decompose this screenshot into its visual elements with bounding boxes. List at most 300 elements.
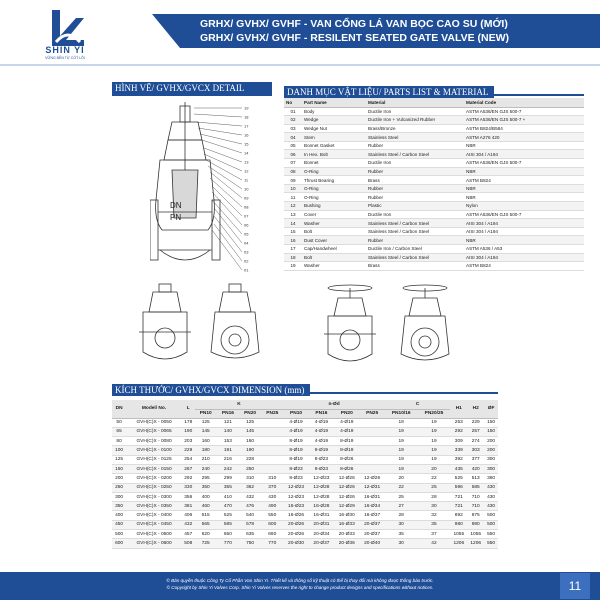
table-cell: GVH(C)X - 0250 [126,483,182,492]
svg-text:11: 11 [244,177,249,183]
table-cell: 203 [182,437,195,446]
table-cell: 980 [450,520,467,529]
table-cell: 476 [239,502,261,511]
table-cell: Brass/Bronze [366,124,464,133]
table-cell: 200 [112,474,126,483]
table-cell: 12-Ø28 [309,483,334,492]
table-cell: 12-Ø29 [334,502,359,511]
dimension-section-heading: KÍCH THƯỚC/ GVHX/GVCX DIMENSION (mm) [112,380,498,394]
svg-text:03: 03 [244,249,249,255]
table-cell: 430 [484,502,498,511]
table-cell: GVH(C)X - 0100 [126,446,182,455]
table-cell: 8-Ø26 [334,455,359,464]
table-cell: Brass [366,262,464,271]
table-cell: 650 [217,530,239,539]
table-cell: Ductile Iron / Carbon Steel [366,245,464,254]
table-cell: 550 [484,539,498,548]
svg-text:17: 17 [244,123,249,129]
table-cell: 32 [418,511,451,520]
table-cell: 20-Ø37 [359,530,384,539]
table-cell: 620 [195,530,217,539]
table-cell: 513 [467,474,484,483]
table-cell [261,455,283,464]
table-cell: 12-Ø26 [334,483,359,492]
table-cell: 20 [385,474,418,483]
table-cell: 100 [112,446,126,455]
table-cell: 80 [112,437,126,446]
table-cell: AISI 304 / A194 [464,219,584,228]
table-cell: GVH(C)X - 0300 [126,492,182,501]
table-cell: 4-Ø19 [309,418,334,427]
table-cell: GVH(C)X - 0400 [126,511,182,520]
table-cell: 8-Ø19 [283,437,308,446]
table-cell: GVH(C)X - 0350 [126,502,182,511]
table-cell: Brass [366,176,464,185]
table-cell [261,427,283,436]
table-cell: 19 [385,455,418,464]
table-cell: 160 [239,437,261,446]
table-cell: 406 [182,511,195,520]
table-cell: 22 [418,474,451,483]
table-row [284,253,584,262]
table-row [284,159,584,168]
table-cell: 150 [484,427,498,436]
table-row [112,502,498,511]
table-cell: 600 [112,539,126,548]
table-cell: 19 [418,418,451,427]
table-cell: 19 [385,427,418,436]
table-cell: 16-Ø28 [309,502,334,511]
svg-text:07: 07 [244,213,249,219]
table-cell: Wedge Nut [302,124,366,133]
table-cell [359,455,384,464]
table-cell: 25 [385,492,418,501]
table-cell: GVH(C)X - 0150 [126,464,182,473]
table-cell: 303 [467,446,484,455]
table-cell: 4-Ø19 [283,418,308,427]
table-cell: 12-Ø26 [334,492,359,501]
table-cell [359,418,384,427]
table-cell: 500 [484,520,498,529]
svg-text:12: 12 [244,168,249,174]
table-cell: 19 [418,455,451,464]
table-cell: 240 [195,464,217,473]
table-cell: 35 [418,520,451,529]
table-cell: GVH(C)X - 0065 [126,427,182,436]
table-row [284,150,584,159]
svg-text:06: 06 [244,222,249,228]
table-row [112,446,498,455]
table-cell: 300 [112,492,126,501]
table-cell: Washer [302,219,366,228]
table-cell: 09 [284,176,302,185]
dimension-table [112,400,498,549]
table-cell: 8-Ø23 [283,464,308,473]
table-cell: Stainless Steel / Carbon Steel [366,150,464,159]
table-cell: 20-Ø34 [309,530,334,539]
dimension-group-header-row: DN Model/ No. L K n-Ød C H1 H2 ØF [112,400,498,409]
table-cell: 12-Ø28 [309,492,334,501]
callout-numbers [244,106,249,273]
table-cell: 121 [217,418,239,427]
table-cell: 11 [284,193,302,202]
table-cell: 770 [261,539,283,548]
table-cell: AISI 304 / A194 [464,227,584,236]
table-cell: ASTM A536/EN GJS 500-7 [464,107,584,116]
table-cell: Wedge [302,116,366,125]
table-cell: ASTM A536/EN GJS 500-7 [464,210,584,219]
table-cell [261,464,283,473]
table-cell: 254 [182,455,195,464]
table-cell: 710 [467,502,484,511]
table-cell: NBR [464,141,584,150]
table-cell: 508 [182,539,195,548]
table-cell: Stem [302,133,366,142]
table-cell: 525 [450,474,467,483]
table-cell: 435 [450,464,467,473]
table-row [284,262,584,271]
table-row [112,437,498,446]
table-cell: 50 [112,418,126,427]
table-cell: 370 [261,483,283,492]
table-cell: 460 [195,502,217,511]
table-cell: Rubber [366,193,464,202]
table-cell: 16-Ø37 [359,511,384,520]
table-cell: 295 [195,474,217,483]
table-cell: 267 [182,464,195,473]
table-cell: 191 [217,446,239,455]
svg-text:01: 01 [244,267,249,273]
table-cell: 150 [484,418,498,427]
table-cell: 330 [182,483,195,492]
table-cell: ASTM A276 420 [464,133,584,142]
table-cell: ASTM B824 [464,262,584,271]
table-cell: 392 [450,455,467,464]
table-cell: 1055 [467,530,484,539]
table-cell: 292 [182,474,195,483]
table-cell: 16-Ø31 [309,511,334,520]
table-cell: Cap/Handwheel [302,245,366,254]
table-cell: 153 [217,437,239,446]
table-cell: 550 [484,530,498,539]
table-row [284,227,584,236]
table-cell: 19 [385,446,418,455]
svg-text:02: 02 [244,258,249,264]
table-cell: ASTM A536/EN GJS 500-7 [464,159,584,168]
table-cell: 145 [239,427,261,436]
table-cell: 17 [284,245,302,254]
dimension-sub-header-row: PN10 PN16 PN20 PN25 PN10 PN16 PN20 PN25 PN10/16 PN20/25 [112,409,498,418]
table-cell: Bolt [302,253,366,262]
table-cell: 400 [112,511,126,520]
table-cell: 12-Ø23 [283,492,308,501]
table-cell: 565 [195,520,217,529]
table-cell: ASTM B824 [464,176,584,185]
table-cell: 8-Ø23 [309,464,334,473]
svg-text:19: 19 [244,105,249,111]
table-cell: 400 [195,492,217,501]
table-cell: Stainless Steel [366,133,464,142]
table-cell: 37 [418,530,451,539]
table-cell: 721 [450,502,467,511]
table-cell: 01 [284,107,302,116]
table-cell: ASTM A536 / A53 [464,245,584,254]
table-cell [359,427,384,436]
table-cell: ASTM A536/EN GJS 500-7 + [464,116,584,125]
table-cell: 28 [418,492,451,501]
table-cell: 05 [284,141,302,150]
page-number: 11 [560,573,590,599]
table-cell: 578 [239,520,261,529]
svg-text:15: 15 [244,141,249,147]
table-cell: 140 [217,427,239,436]
table-cell: Plastic [366,202,464,211]
table-cell: 430 [484,483,498,492]
table-cell: 8-Ø19 [309,446,334,455]
table-cell: 450 [112,520,126,529]
table-cell: 420 [467,464,484,473]
table-cell: 190 [239,446,261,455]
table-cell: 8-Ø26 [334,464,359,473]
table-cell: 12-Ø26 [334,474,359,483]
table-row [284,202,584,211]
table-cell: 190 [182,427,195,436]
table-cell: 250 [239,464,261,473]
svg-text:08: 08 [244,204,249,210]
table-cell: 377 [467,455,484,464]
table-cell: 500 [112,530,126,539]
table-cell: 20-Ø26 [283,520,308,529]
table-cell: O-Ring [302,193,366,202]
table-row [112,530,498,539]
table-cell: 19 [385,464,418,473]
table-cell: 242 [217,464,239,473]
table-cell: 596 [450,483,467,492]
table-cell: 4-Ø19 [283,427,308,436]
table-cell: 515 [195,511,217,520]
table-cell: 250 [112,483,126,492]
table-cell: Bonnet [302,159,366,168]
table-cell: 310 [239,474,261,483]
footer-copyright-en: © Copyright by Shin Yi Valves Corp. Shin Yi Valves reserves the right to change product designs and specifications without notices. [166,585,434,590]
table-row [112,464,498,473]
table-cell: 16-Ø30 [334,511,359,520]
table-cell: 410 [217,492,239,501]
table-cell: Ductile Iron [366,210,464,219]
cap-top-view-drawing [135,282,195,374]
table-cell: 07 [284,159,302,168]
table-cell: 8-Ø19 [283,446,308,455]
svg-text:04: 04 [244,240,249,246]
table-cell: GVH(C)X - 0050 [126,418,182,427]
table-cell: 228 [239,455,261,464]
table-cell: Bonnet Gasket [302,141,366,150]
brand-name: SHIN YI [45,45,85,55]
table-cell: 16-Ø31 [359,492,384,501]
table-cell: 339 [450,446,467,455]
table-cell: 299 [217,474,239,483]
table-cell: 550 [261,511,283,520]
table-cell: 25 [418,483,451,492]
svg-text:13: 13 [244,159,249,165]
table-cell: 16 [284,236,302,245]
table-cell: 20 [418,464,451,473]
table-cell: 1206 [467,539,484,548]
table-cell: 500 [484,511,498,520]
table-cell: 300 [484,464,498,473]
table-cell: 14 [284,219,302,228]
table-row [112,455,498,464]
table-row [112,511,498,520]
table-cell [261,437,283,446]
table-row [112,520,498,529]
table-cell: 125 [112,455,126,464]
table-cell: 04 [284,133,302,142]
brand-tagline: VỮNG BỀN TỪ CỐT LÕI [45,56,85,60]
svg-text:16: 16 [244,132,249,138]
svg-text:10: 10 [244,186,249,192]
table-cell: 200 [484,437,498,446]
table-cell: 4-Ø19 [309,437,334,446]
table-cell: 892 [450,511,467,520]
title-english: GRHX/ GVHX/ GVHF - RESILENT SEATED GATE VALVE (NEW) [200,32,509,44]
table-cell: 721 [450,492,467,501]
table-cell: 585 [467,483,484,492]
table-cell: 200 [484,446,498,455]
table-cell: AISI 304 / A194 [464,150,584,159]
table-cell: 13 [284,210,302,219]
drawing-section-heading: HÌNH VẼ/ GVHX/GVCX DETAIL DRAWING [112,82,272,96]
parts-header-row: No Part Name Material Material Code [284,98,584,107]
table-row [112,539,498,548]
table-cell: 30 [385,539,418,548]
table-cell: GVH(C)X - 0450 [126,520,182,529]
table-cell: 875 [467,511,484,520]
table-cell: 22 [385,483,418,492]
table-cell: Cover [302,210,366,219]
table-row [284,141,584,150]
table-cell: NBR [464,167,584,176]
table-cell: 253 [450,418,467,427]
table-cell: Ductile Iron [366,159,464,168]
table-cell: 210 [195,455,217,464]
table-cell: 8-Ø19 [334,437,359,446]
table-row [284,167,584,176]
table-cell: ASTM B824/B584 [464,124,584,133]
table-cell: Ductile Iron + Vulcanized Rubber [366,116,464,125]
cap-front-view-drawing [205,282,265,374]
table-cell: 300 [484,455,498,464]
table-cell: Thrust Bearing [302,176,366,185]
table-cell: 30 [385,520,418,529]
table-cell: 19 [385,418,418,427]
table-cell: NBR [464,236,584,245]
table-cell: 20-Ø26 [283,530,308,539]
table-cell: 20-Ø37 [359,520,384,529]
table-cell [261,418,283,427]
dn-label: DN [170,201,182,210]
table-cell: Body [302,107,366,116]
table-cell: AISI 304 / A194 [464,253,584,262]
table-cell: 19 [418,427,451,436]
table-cell: 356 [182,492,195,501]
table-cell: Rubber [366,236,464,245]
table-cell: 19 [418,446,451,455]
table-cell: 8-Ø19 [283,455,308,464]
table-cell: Bolt [302,227,366,236]
table-cell: 4-Ø19 [309,427,334,436]
svg-text:18: 18 [244,114,249,120]
table-cell: 08 [284,167,302,176]
table-cell: 216 [217,455,239,464]
table-cell [261,446,283,455]
table-cell: 525 [217,511,239,520]
valve-section-drawing [150,100,260,280]
table-cell: 292 [450,427,467,436]
table-cell: 430 [484,492,498,501]
title-vietnamese: GRHX/ GVHX/ GVHF - VAN CỔNG LÁ VAN BỌC CAO SU (MỚI) [200,18,508,30]
table-cell: Rubber [366,141,464,150]
table-cell: 257 [467,427,484,436]
table-cell: 06 [284,150,302,159]
footer-copyright-vi: © Bản quyền thuộc Công Ty Cổ Phần Van Shin Yi. Thiết kế và thông số kỹ thuật có thể bị thay đổi mà không được thông báo trước. [166,578,434,583]
table-cell: 12-Ø26 [359,474,384,483]
table-cell: 350 [112,502,126,511]
page-footer [0,572,600,600]
table-row [112,483,498,492]
table-cell: 381 [182,502,195,511]
table-cell: NBR [464,193,584,202]
table-cell: 229 [182,446,195,455]
table-cell: 725 [195,539,217,548]
table-cell: 360 [484,474,498,483]
table-cell: 42 [418,539,451,548]
table-cell: 585 [217,520,239,529]
table-cell: 432 [182,520,195,529]
parts-table [284,98,584,271]
table-cell: 1206 [450,539,467,548]
table-cell: Nylon [464,202,584,211]
table-cell: 355 [217,483,239,492]
table-cell: 30 [418,502,451,511]
table-cell: 600 [261,520,283,529]
table-cell: Stainless Steel / Carbon Steel [366,227,464,236]
table-cell: 229 [467,418,484,427]
table-row [112,474,498,483]
table-row [284,176,584,185]
table-cell [359,464,384,473]
table-cell: 15 [284,227,302,236]
page-header [0,0,600,66]
table-cell: 27 [385,502,418,511]
table-cell: Rubber [366,184,464,193]
table-cell: 20-Ø40 [359,539,384,548]
table-row [284,219,584,228]
table-cell: 16-Ø23 [283,502,308,511]
parts-section-heading: DANH MỤC VẬT LIỆU/ PARTS LIST & MATERIAL [284,82,584,96]
table-cell: 18 [284,253,302,262]
table-cell: 20-Ø30 [283,539,308,548]
table-cell: 12-Ø23 [283,483,308,492]
table-cell: 980 [467,520,484,529]
table-cell: 750 [239,539,261,548]
header-divider [0,64,600,66]
table-cell: 160 [195,437,217,446]
table-cell: 28 [385,511,418,520]
table-cell: 20-Ø37 [309,539,334,548]
table-cell: 19 [418,437,451,446]
title-band [180,14,600,48]
